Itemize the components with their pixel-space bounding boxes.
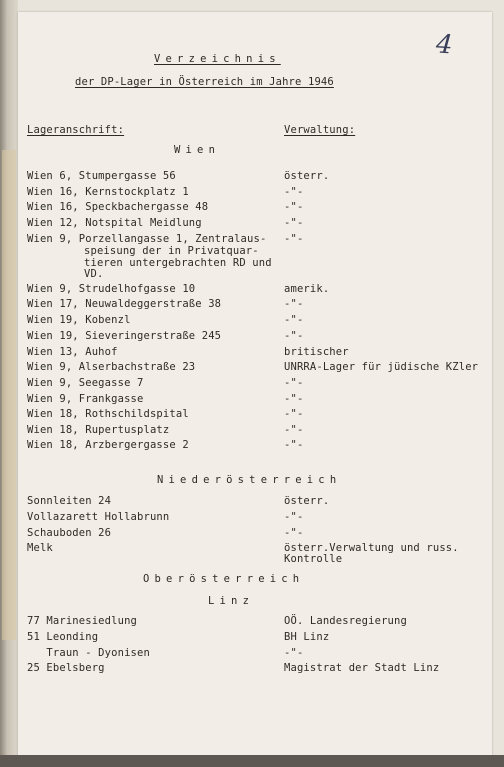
list-item-address: Wien 19, Sieveringerstraße 245	[27, 330, 222, 342]
list-item-admin: amerik.	[284, 283, 330, 295]
document-title: Verzeichnis	[154, 53, 281, 65]
list-item-address: Wien 18, Rupertusplatz	[27, 424, 170, 436]
list-item-admin: -"-	[284, 233, 304, 245]
list-item-address: Wien 9, Frankgasse	[27, 393, 144, 405]
list-item-admin: -"-	[284, 647, 304, 659]
list-item-address: Wien 9, Seegasse 7	[27, 377, 144, 389]
list-item-admin: österr.	[284, 170, 330, 182]
list-item-address: 25 Ebelsberg	[27, 662, 105, 674]
list-item-address-cont: tieren untergebrachten RD und	[84, 257, 272, 269]
list-item-address: Wien 18, Rothschildspital	[27, 408, 189, 420]
list-item-admin: österr.	[284, 495, 330, 507]
list-item-address: Wien 9, Alserbachstraße 23	[27, 361, 196, 373]
list-item-address: Wien 18, Arzbergergasse 2	[27, 439, 189, 451]
list-item-address-cont: VD.	[84, 268, 104, 280]
list-item-address: Wien 12, Notspital Meidlung	[27, 217, 202, 229]
list-item-admin: -"-	[284, 393, 304, 405]
section-wien: Wien	[174, 144, 221, 156]
list-item-address: 77 Marinesiedlung	[27, 615, 138, 627]
section-oberoesterreich: Oberösterreich	[143, 573, 305, 585]
list-item-admin: -"-	[284, 527, 304, 539]
header-address: Lageranschrift:	[27, 124, 125, 136]
list-item-address: 51 Leonding	[27, 631, 99, 643]
list-item-address: Melk	[27, 542, 53, 554]
list-item-admin: Magistrat der Stadt Linz	[284, 662, 440, 674]
list-item-admin-cont: Kontrolle	[284, 553, 343, 565]
page-number: 4	[434, 29, 454, 61]
list-item-address: Wien 19, Kobenzl	[27, 314, 131, 326]
list-item-address-cont: speisung der in Privatquar-	[84, 245, 259, 257]
list-item-admin: OÖ. Landesregierung	[284, 615, 407, 627]
list-item-admin: -"-	[284, 298, 304, 310]
list-item-admin: österr.Verwaltung und russ.	[284, 542, 459, 554]
list-item-admin: -"-	[284, 511, 304, 523]
list-item-admin: -"-	[284, 201, 304, 213]
list-item-address: Traun - Dyonisen	[27, 647, 150, 659]
list-item-address: Sonnleiten 24	[27, 495, 112, 507]
list-item-admin: BH Linz	[284, 631, 330, 643]
list-item-address: Wien 16, Kernstockplatz 1	[27, 186, 189, 198]
binding-tape	[2, 150, 16, 640]
list-item-admin: -"-	[284, 377, 304, 389]
list-item-address: Wien 6, Stumpergasse 56	[27, 170, 176, 182]
list-item-admin: UNRRA-Lager für jüdische KZler	[284, 361, 479, 373]
document-subtitle: der DP-Lager in Österreich im Jahre 1946	[75, 76, 334, 88]
section-niederoesterreich: Niederösterreich	[157, 474, 342, 486]
list-item-address: Wien 9, Porzellangasse 1, Zentralaus-	[27, 233, 267, 245]
list-item-admin: britischer	[284, 346, 349, 358]
section-linz: Linz	[208, 595, 255, 607]
header-administration: Verwaltung:	[284, 124, 356, 136]
list-item-admin: -"-	[284, 330, 304, 342]
list-item-address: Wien 9, Strudelhofgasse 10	[27, 283, 196, 295]
list-item-admin: -"-	[284, 439, 304, 451]
list-item-address: Schauboden 26	[27, 527, 112, 539]
list-item-admin: -"-	[284, 186, 304, 198]
list-item-address: Wien 17, Neuwaldeggerstraße 38	[27, 298, 222, 310]
list-item-address: Wien 13, Auhof	[27, 346, 118, 358]
list-item-admin: -"-	[284, 217, 304, 229]
list-item-address: Wien 16, Speckbachergasse 48	[27, 201, 209, 213]
list-item-admin: -"-	[284, 424, 304, 436]
list-item-address: Vollazarett Hollabrunn	[27, 511, 170, 523]
scan-bottom-edge	[0, 755, 504, 767]
list-item-admin: -"-	[284, 314, 304, 326]
list-item-admin: -"-	[284, 408, 304, 420]
